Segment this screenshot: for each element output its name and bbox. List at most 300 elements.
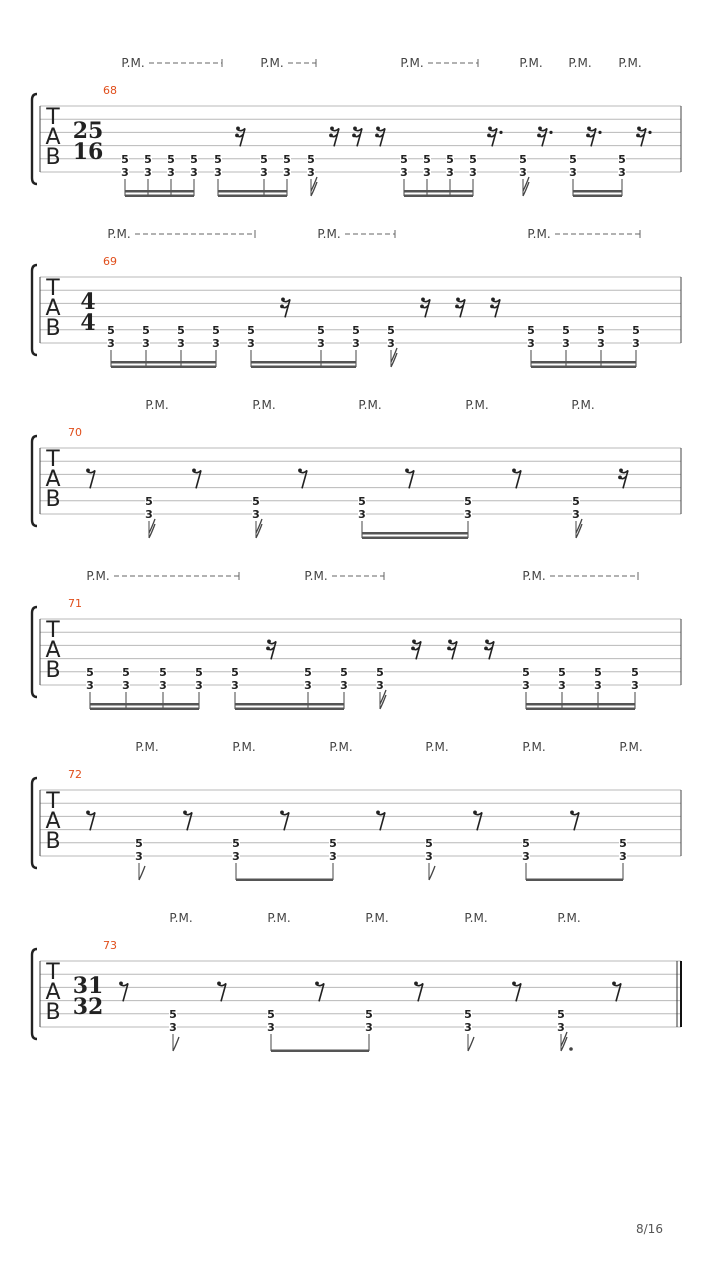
rest-dot-head — [487, 134, 491, 138]
fret-number: 3 — [469, 166, 477, 179]
page-number: 8/16 — [636, 1222, 663, 1236]
rest-dot-head — [421, 298, 425, 302]
fret-number: 3 — [527, 337, 535, 350]
eighth-rest — [217, 982, 226, 1002]
rest-dot-head — [235, 134, 239, 138]
fret-number: 3 — [231, 679, 239, 692]
fret-number: 3 — [631, 679, 639, 692]
rest-dot-head — [636, 134, 640, 138]
rest-dot-head — [266, 647, 270, 651]
tab-clef-letter: A — [45, 296, 61, 321]
palm-mute-label: P.M. — [522, 740, 546, 754]
eighth-rest — [612, 982, 621, 1002]
note-beam — [90, 708, 199, 711]
palm-mute-label: P.M. — [169, 911, 193, 925]
fret-number: 5 — [365, 1007, 373, 1021]
fret-number: 3 — [557, 1021, 565, 1034]
rest-dot-head — [376, 811, 380, 815]
tab-clef-letter: B — [45, 1000, 61, 1025]
tab-clef-letter: T — [46, 447, 60, 472]
note-beam — [362, 532, 468, 535]
fret-number: 3 — [594, 679, 602, 692]
rest-dot-head — [448, 640, 452, 644]
rest-dot-head — [619, 469, 623, 473]
palm-mute-label: P.M. — [121, 56, 145, 70]
measure-number: 68 — [103, 84, 117, 97]
fret-number: 3 — [317, 337, 325, 350]
tab-clef-letter: B — [45, 658, 61, 683]
fret-number: 3 — [159, 679, 167, 692]
rest-dot-head — [353, 126, 357, 130]
sixteenth-rest — [280, 298, 290, 318]
time-signature-bottom: 32 — [72, 994, 104, 1020]
eighth-rest — [512, 469, 521, 489]
fret-number: 5 — [195, 665, 203, 679]
palm-mute-label: P.M. — [568, 56, 592, 70]
fret-number: 3 — [121, 166, 129, 179]
duration-dot — [648, 131, 651, 134]
rest-dot-head — [618, 476, 622, 480]
fret-number: 5 — [387, 323, 395, 337]
palm-mute-label: P.M. — [86, 569, 110, 583]
rest-dot-head — [330, 126, 334, 130]
rest-dot-head — [612, 982, 616, 986]
fret-number: 5 — [569, 152, 577, 166]
rest-dot-head — [570, 811, 574, 815]
fret-number: 3 — [304, 679, 312, 692]
fret-number: 5 — [86, 665, 94, 679]
fret-number: 5 — [519, 152, 527, 166]
palm-mute-label: P.M. — [135, 740, 159, 754]
fret-number: 3 — [618, 166, 626, 179]
fret-number: 3 — [522, 679, 530, 692]
fret-number: 3 — [352, 337, 360, 350]
rest-dot-head — [329, 134, 333, 138]
eighth-rest — [376, 811, 385, 831]
fret-number: 3 — [177, 337, 185, 350]
fret-number: 5 — [619, 836, 627, 850]
fret-number: 5 — [423, 152, 431, 166]
tab-clef-letter: A — [45, 467, 61, 492]
eighth-rest — [512, 982, 521, 1002]
fret-number: 5 — [167, 152, 175, 166]
system-bracket — [32, 436, 37, 526]
fret-number: 3 — [425, 850, 433, 863]
rest-dot-head — [488, 126, 492, 130]
fret-number: 3 — [519, 166, 527, 179]
fret-number: 5 — [231, 665, 239, 679]
time-signature-bottom: 16 — [72, 139, 104, 165]
rest-dot-head — [236, 126, 240, 130]
fret-number: 3 — [597, 337, 605, 350]
fret-number: 3 — [169, 1021, 177, 1034]
palm-mute-label: P.M. — [618, 56, 642, 70]
fret-number: 5 — [631, 665, 639, 679]
fret-number: 3 — [365, 1021, 373, 1034]
rest-dot-head — [484, 647, 488, 651]
staff-system — [32, 398, 681, 539]
note-beam — [271, 1050, 369, 1053]
time-signature-bottom: 4 — [80, 310, 96, 336]
rest-dot-head — [375, 134, 379, 138]
note-flag — [173, 1037, 179, 1051]
sixteenth-rest — [329, 126, 339, 146]
palm-mute-label: P.M. — [465, 398, 489, 412]
measure-number: 70 — [68, 426, 82, 439]
fret-number: 5 — [107, 323, 115, 337]
palm-mute-label: P.M. — [464, 911, 488, 925]
palm-mute-label: P.M. — [527, 227, 551, 241]
fret-number: 5 — [400, 152, 408, 166]
note-beam — [218, 195, 287, 198]
system-bracket — [32, 607, 37, 697]
tab-clef-letter: B — [45, 487, 61, 512]
fret-number: 3 — [358, 508, 366, 521]
rest-dot-head — [405, 469, 409, 473]
fret-number: 5 — [464, 494, 472, 508]
sixteenth-rest — [447, 640, 457, 660]
tab-clef-letter: T — [46, 618, 60, 643]
sixteenth-rest — [420, 298, 430, 318]
rest-dot-head — [183, 811, 187, 815]
palm-mute-label: P.M. — [145, 398, 169, 412]
fret-number: 3 — [232, 850, 240, 863]
rest-dot-head — [119, 982, 123, 986]
fret-number: 5 — [252, 494, 260, 508]
staff-system — [32, 56, 681, 197]
fret-number: 5 — [121, 152, 129, 166]
measure-number: 69 — [103, 255, 117, 268]
tab-clef-letter: T — [46, 276, 60, 301]
rest-dot-head — [411, 647, 415, 651]
fret-number: 3 — [423, 166, 431, 179]
duration-dot — [598, 131, 601, 134]
fret-number: 5 — [340, 665, 348, 679]
fret-number: 5 — [260, 152, 268, 166]
note-beam — [218, 190, 287, 193]
fret-number: 3 — [572, 508, 580, 521]
rest-dot-head — [537, 134, 541, 138]
palm-mute-label: P.M. — [232, 740, 256, 754]
fret-number: 3 — [260, 166, 268, 179]
palm-mute-label: P.M. — [252, 398, 276, 412]
note-beam — [526, 879, 623, 882]
fret-number: 3 — [86, 679, 94, 692]
rest-dot-head — [512, 982, 516, 986]
fret-number: 5 — [212, 323, 220, 337]
note-beam — [111, 361, 216, 364]
fret-number: 5 — [352, 323, 360, 337]
fret-number: 3 — [464, 1021, 472, 1034]
rest-dot-head — [298, 469, 302, 473]
fret-number: 5 — [469, 152, 477, 166]
note-beam — [404, 190, 473, 193]
palm-mute-label: P.M. — [358, 398, 382, 412]
rest-dot-head — [538, 126, 542, 130]
fret-number: 5 — [527, 323, 535, 337]
palm-mute-label: P.M. — [267, 911, 291, 925]
palm-mute-label: P.M. — [365, 911, 389, 925]
eighth-rest — [405, 469, 414, 489]
note-beam — [251, 366, 356, 369]
fret-number: 3 — [340, 679, 348, 692]
note-beam — [235, 708, 344, 711]
fret-number: 3 — [142, 337, 150, 350]
eighth-rest — [473, 811, 482, 831]
eighth-rest — [315, 982, 324, 1002]
staff-system — [32, 911, 681, 1052]
tab-clef-letter: A — [45, 125, 61, 150]
fret-number: 3 — [212, 337, 220, 350]
staff-system — [32, 740, 681, 881]
rest-dot-head — [420, 305, 424, 309]
fret-number: 3 — [562, 337, 570, 350]
fret-number: 5 — [557, 1007, 565, 1021]
fret-number: 3 — [307, 166, 315, 179]
fret-number: 3 — [283, 166, 291, 179]
palm-mute-label: P.M. — [557, 911, 581, 925]
fret-number: 5 — [572, 494, 580, 508]
rest-dot-head — [315, 982, 319, 986]
tab-clef-letter: B — [45, 829, 61, 854]
palm-mute-label: P.M. — [260, 56, 284, 70]
fret-number: 5 — [522, 836, 530, 850]
staff-system — [32, 227, 681, 368]
sixteenth-rest — [235, 126, 245, 146]
palm-mute-label: P.M. — [571, 398, 595, 412]
measure-number: 71 — [68, 597, 82, 610]
note-flag — [139, 866, 145, 880]
sixteenth-rest — [455, 298, 465, 318]
rest-dot-head — [86, 811, 90, 815]
note-beam — [573, 190, 622, 193]
fret-number: 5 — [522, 665, 530, 679]
sixteenth-rest — [375, 126, 385, 146]
staff-system — [32, 569, 681, 710]
sixteenth-rest — [411, 640, 421, 660]
rest-dot-head — [414, 982, 418, 986]
palm-mute-label: P.M. — [304, 569, 328, 583]
fret-number: 5 — [558, 665, 566, 679]
system-bracket — [32, 949, 37, 1039]
palm-mute-label: P.M. — [522, 569, 546, 583]
sixteenth-rest — [586, 126, 602, 146]
note-beam — [125, 190, 194, 193]
fret-number: 5 — [464, 1007, 472, 1021]
rest-dot-head — [512, 469, 516, 473]
duration-dot — [499, 131, 502, 134]
fret-number: 3 — [135, 850, 143, 863]
fret-number: 3 — [195, 679, 203, 692]
sixteenth-rest — [636, 126, 652, 146]
rest-dot-head — [86, 469, 90, 473]
duration-dot — [569, 1047, 573, 1051]
fret-number: 5 — [317, 323, 325, 337]
rest-dot-head — [267, 640, 271, 644]
fret-number: 5 — [247, 323, 255, 337]
note-beam — [251, 361, 356, 364]
fret-number: 5 — [232, 836, 240, 850]
eighth-rest — [570, 811, 579, 831]
fret-number: 5 — [145, 494, 153, 508]
fret-number: 3 — [522, 850, 530, 863]
note-beam — [526, 703, 635, 706]
rest-dot-head — [281, 298, 285, 302]
fret-number: 5 — [159, 665, 167, 679]
fret-number: 3 — [376, 679, 384, 692]
fret-number: 3 — [145, 508, 153, 521]
tab-clef-letter: B — [45, 316, 61, 341]
fret-number: 3 — [252, 508, 260, 521]
system-bracket — [32, 778, 37, 868]
note-beam — [362, 537, 468, 540]
fret-number: 3 — [400, 166, 408, 179]
tab-clef-letter: B — [45, 145, 61, 170]
measure-number: 73 — [103, 939, 117, 952]
time-signature-top: 25 — [72, 118, 104, 144]
fret-number: 5 — [307, 152, 315, 166]
eighth-rest — [86, 469, 95, 489]
fret-number: 3 — [569, 166, 577, 179]
fret-number: 5 — [267, 1007, 275, 1021]
note-beam — [531, 361, 636, 364]
rest-dot-head — [587, 126, 591, 130]
note-flag — [468, 1037, 474, 1051]
tab-clef-letter: T — [46, 960, 60, 985]
note-beam — [111, 366, 216, 369]
eighth-rest — [119, 982, 128, 1002]
fret-number: 5 — [597, 323, 605, 337]
eighth-rest — [183, 811, 192, 831]
rest-dot-head — [473, 811, 477, 815]
fret-number: 3 — [558, 679, 566, 692]
eighth-rest — [192, 469, 201, 489]
fret-number: 5 — [425, 836, 433, 850]
fret-number: 3 — [247, 337, 255, 350]
eighth-rest — [414, 982, 423, 1002]
fret-number: 5 — [177, 323, 185, 337]
rest-dot-head — [192, 469, 196, 473]
note-beam — [90, 703, 199, 706]
time-signature-top: 31 — [72, 973, 104, 999]
fret-number: 5 — [562, 323, 570, 337]
fret-number: 5 — [169, 1007, 177, 1021]
rest-dot-head — [280, 811, 284, 815]
fret-number: 5 — [214, 152, 222, 166]
fret-number: 5 — [283, 152, 291, 166]
palm-mute-label: P.M. — [329, 740, 353, 754]
note-beam — [236, 879, 333, 882]
fret-number: 3 — [632, 337, 640, 350]
tab-clef-letter: A — [45, 980, 61, 1005]
tab-clef-letter: A — [45, 809, 61, 834]
note-flag — [429, 866, 435, 880]
rest-dot-head — [217, 982, 221, 986]
sixteenth-rest — [618, 469, 628, 489]
fret-number: 3 — [267, 1021, 275, 1034]
palm-mute-label: P.M. — [519, 56, 543, 70]
sixteenth-rest — [537, 126, 553, 146]
note-beam — [526, 708, 635, 711]
rest-dot-head — [491, 298, 495, 302]
sixteenth-rest — [352, 126, 362, 146]
fret-number: 3 — [144, 166, 152, 179]
fret-number: 5 — [376, 665, 384, 679]
fret-number: 5 — [135, 836, 143, 850]
measure-number: 72 — [68, 768, 82, 781]
tab-clef-letter: T — [46, 789, 60, 814]
rest-dot-head — [455, 305, 459, 309]
fret-number: 3 — [329, 850, 337, 863]
fret-number: 3 — [619, 850, 627, 863]
rest-dot-head — [352, 134, 356, 138]
fret-number: 3 — [190, 166, 198, 179]
sixteenth-rest — [487, 126, 503, 146]
fret-number: 5 — [304, 665, 312, 679]
rest-dot-head — [490, 305, 494, 309]
rest-dot-head — [280, 305, 284, 309]
rest-dot-head — [456, 298, 460, 302]
palm-mute-label: P.M. — [619, 740, 643, 754]
fret-number: 5 — [190, 152, 198, 166]
fret-number: 5 — [358, 494, 366, 508]
note-beam — [125, 195, 194, 198]
duration-dot — [549, 131, 552, 134]
fret-number: 5 — [142, 323, 150, 337]
fret-number: 5 — [144, 152, 152, 166]
fret-number: 3 — [387, 337, 395, 350]
palm-mute-label: P.M. — [425, 740, 449, 754]
eighth-rest — [280, 811, 289, 831]
rest-dot-head — [586, 134, 590, 138]
sixteenth-rest — [484, 640, 494, 660]
fret-number: 5 — [632, 323, 640, 337]
eighth-rest — [298, 469, 307, 489]
note-beam — [404, 195, 473, 198]
rest-dot-head — [412, 640, 416, 644]
fret-number: 5 — [122, 665, 130, 679]
rest-dot-head — [637, 126, 641, 130]
fret-number: 3 — [446, 166, 454, 179]
fret-number: 3 — [214, 166, 222, 179]
note-beam — [573, 195, 622, 198]
note-beam — [531, 366, 636, 369]
fret-number: 5 — [329, 836, 337, 850]
rest-dot-head — [376, 126, 380, 130]
tab-clef-letter: T — [46, 105, 60, 130]
fret-number: 3 — [122, 679, 130, 692]
eighth-rest — [86, 811, 95, 831]
time-signature-top: 4 — [80, 289, 96, 315]
fret-number: 5 — [618, 152, 626, 166]
system-bracket — [32, 265, 37, 355]
sixteenth-rest — [490, 298, 500, 318]
fret-number: 3 — [107, 337, 115, 350]
note-beam — [235, 703, 344, 706]
palm-mute-label: P.M. — [107, 227, 131, 241]
rest-dot-head — [447, 647, 451, 651]
sixteenth-rest — [266, 640, 276, 660]
fret-number: 5 — [446, 152, 454, 166]
palm-mute-label: P.M. — [400, 56, 424, 70]
rest-dot-head — [485, 640, 489, 644]
fret-number: 3 — [167, 166, 175, 179]
system-bracket — [32, 94, 37, 184]
palm-mute-label: P.M. — [317, 227, 341, 241]
fret-number: 5 — [594, 665, 602, 679]
fret-number: 3 — [464, 508, 472, 521]
tab-clef-letter: A — [45, 638, 61, 663]
